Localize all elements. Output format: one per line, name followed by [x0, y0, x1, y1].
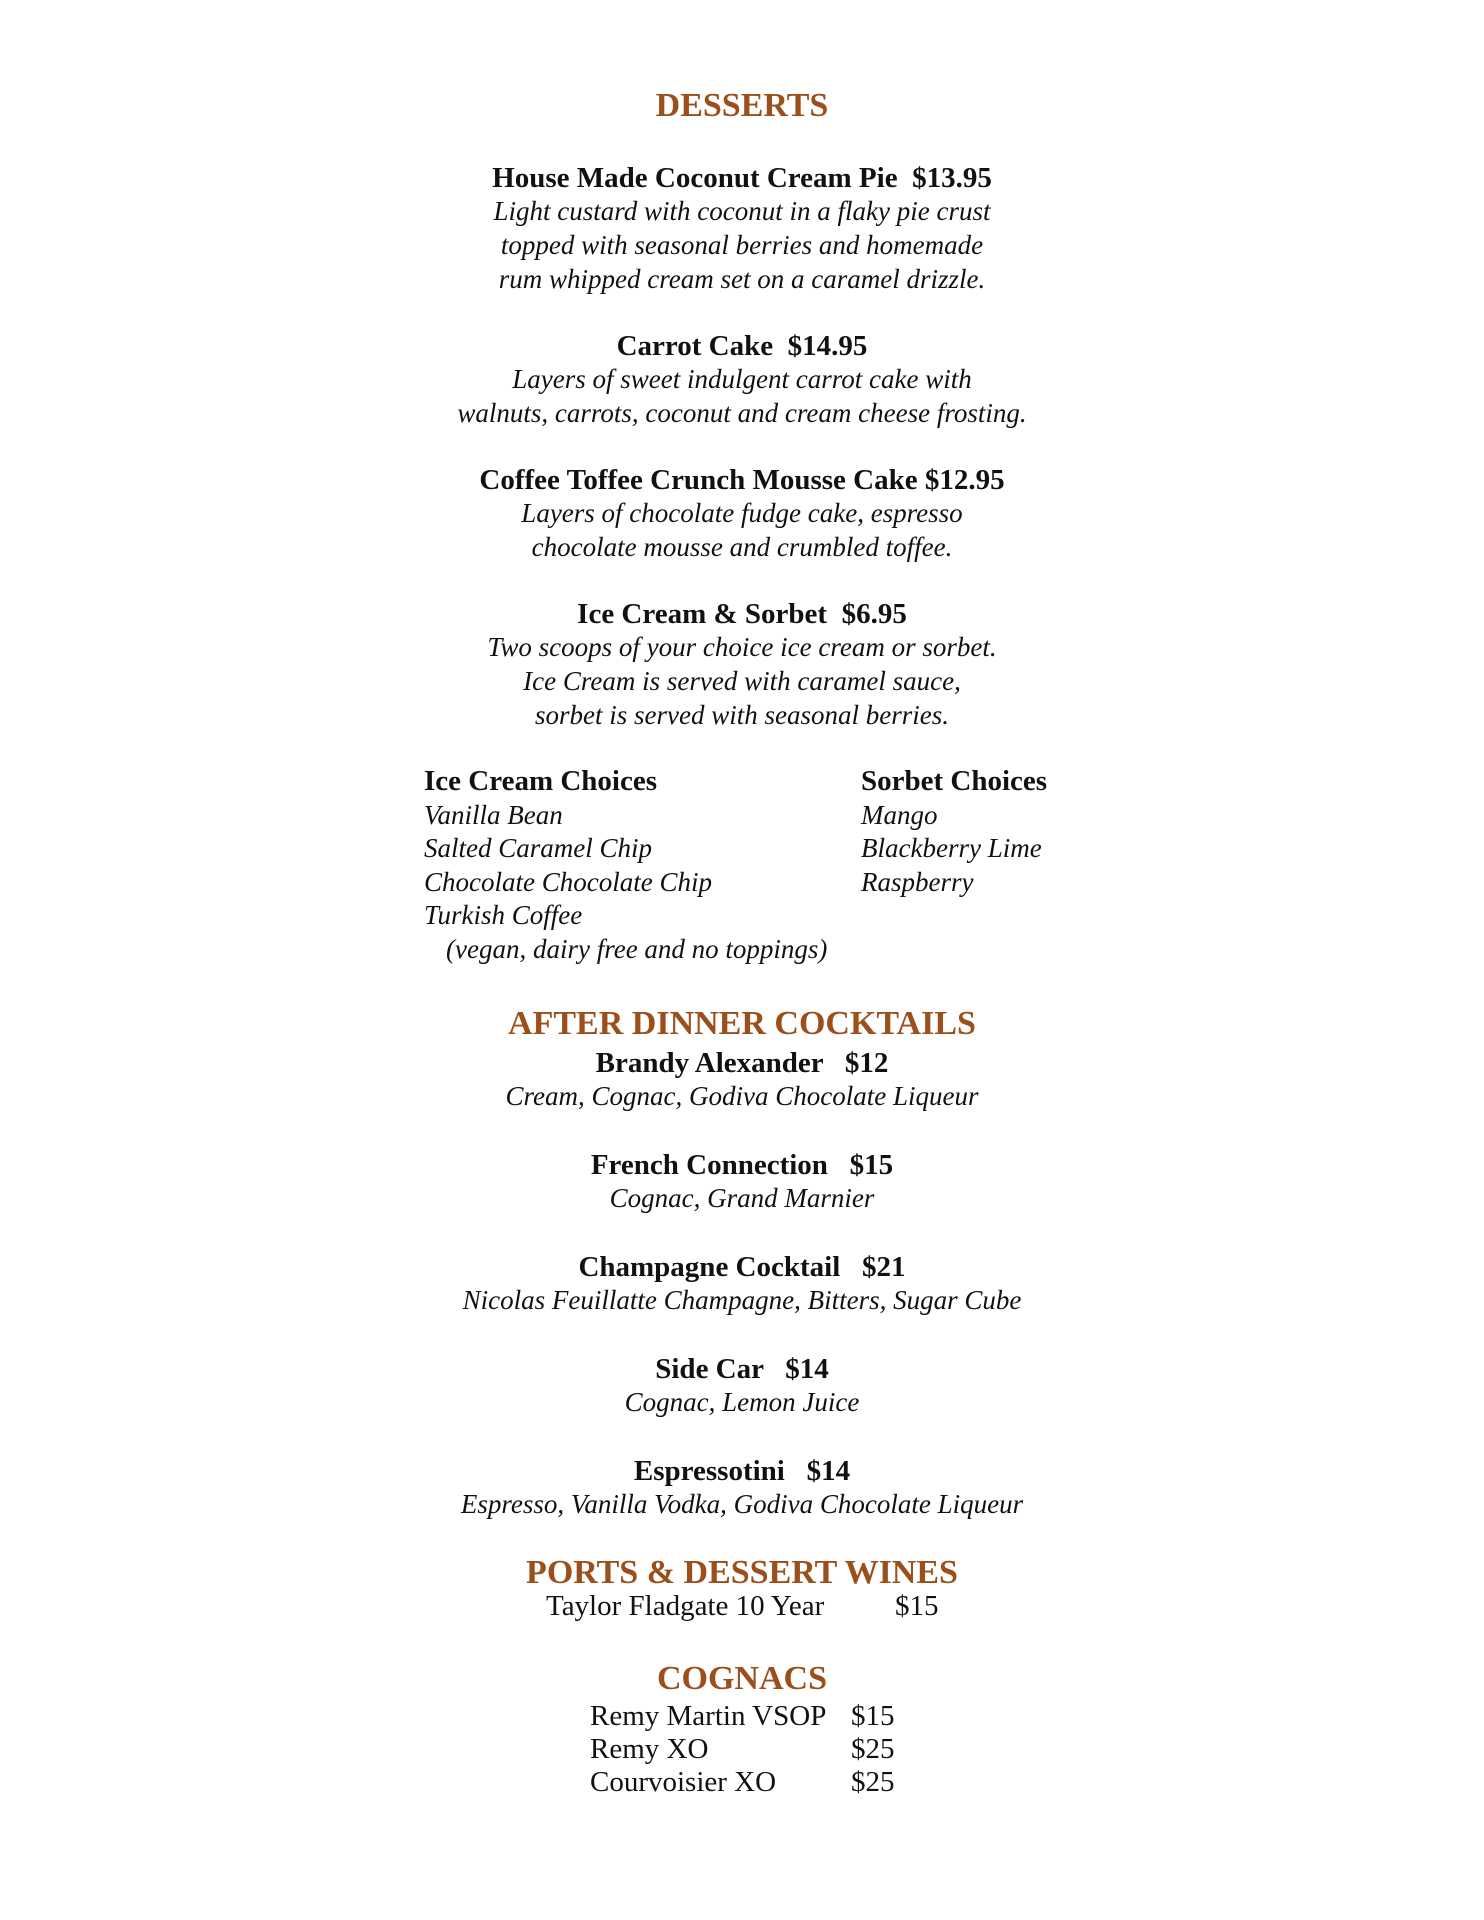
cocktails-heading: AFTER DINNER COCKTAILS [508, 1005, 976, 1042]
description-line: Ice Cream is served with caramel sauce, [523, 666, 961, 696]
ice-cream-option: Turkish Coffee [424, 900, 583, 930]
description-line: Cream, Cognac, Godiva Chocolate Liqueur [505, 1081, 979, 1111]
ice-cream-option: Salted Caramel Chip [424, 833, 652, 863]
description-line: Two scoops of your choice ice cream or sorbet. [487, 632, 997, 662]
menu-item-carrot-cake: Carrot Cake $14.95 [616, 330, 868, 362]
description-line: topped with seasonal berries and homemade [500, 230, 984, 260]
sorbet-choices [861, 765, 1047, 899]
item-description [0, 1487, 1484, 1521]
description-line: walnuts, carrots, coconut and cream cheese frosting. [457, 398, 1027, 428]
item-description [0, 630, 1484, 732]
cognac-price: $25 [851, 1733, 895, 1765]
sorbet-option: Mango [861, 799, 938, 830]
ice-cream-option: Chocolate Chocolate Chip [424, 866, 712, 897]
port-item [546, 1590, 939, 1623]
item-description [0, 362, 1484, 430]
menu-item-coconut-cream-pie: House Made Coconut Cream Pie $13.95 [492, 162, 992, 194]
cognac-name: Remy Martin VSOP [590, 1700, 827, 1732]
desserts-heading: DESSERTS [655, 87, 829, 124]
item-description [0, 1079, 1484, 1113]
description-line: rum whipped cream set on a caramel drizzle. [498, 264, 986, 294]
description-line: Espresso, Vanilla Vodka, Godiva Chocolate Liqueur [460, 1489, 1024, 1519]
item-description [0, 194, 1484, 296]
ice-cream-choices-title: Ice Cream Choices [424, 765, 658, 797]
sorbet-option: Blackberry Lime [861, 833, 1042, 863]
item-description [0, 1181, 1484, 1215]
ports-heading: PORTS & DESSERT WINES [526, 1554, 958, 1591]
item-description [0, 1385, 1484, 1419]
description-line: chocolate mousse and crumbled toffee. [531, 532, 953, 562]
port-price: $15 [895, 1590, 939, 1622]
ice-cream-option: Vanilla Bean [424, 799, 563, 830]
description-line: Layers of chocolate fudge cake, espresso [521, 498, 963, 528]
menu-item-side-car: Side Car $14 [655, 1353, 829, 1385]
description-line: Layers of sweet indulgent carrot cake with [512, 364, 972, 394]
description-line: Cognac, Grand Marnier [609, 1183, 875, 1213]
port-name: Taylor Fladgate 10 Year [546, 1590, 825, 1622]
menu-item-brandy-alexander: Brandy Alexander $12 [595, 1047, 889, 1079]
menu-item-champagne-cocktail: Champagne Cocktail $21 [578, 1251, 906, 1283]
description-line: Cognac, Lemon Juice [624, 1387, 860, 1417]
sorbet-choices-title: Sorbet Choices [861, 765, 1048, 797]
description-line: sorbet is served with seasonal berries. [535, 700, 949, 730]
cognac-item [590, 1700, 895, 1733]
item-description [0, 496, 1484, 564]
ice-cream-note: (vegan, dairy free and no toppings) [446, 933, 828, 964]
item-description [0, 1283, 1484, 1317]
description-line: Nicolas Feuillatte Champagne, Bitters, Sugar Cube [462, 1285, 1022, 1315]
cognac-price: $25 [851, 1766, 895, 1798]
cognac-name: Remy XO [590, 1733, 709, 1765]
menu-item-espressotini: Espressotini $14 [633, 1455, 851, 1487]
cognac-item [590, 1733, 895, 1766]
sorbet-option: Raspberry [861, 866, 974, 897]
cognac-name: Courvoisier XO [590, 1766, 777, 1798]
menu-item-coffee-toffee-cake: Coffee Toffee Crunch Mousse Cake $12.95 [479, 464, 1005, 496]
cognac-price: $15 [851, 1700, 895, 1732]
cognacs-heading: COGNACS [656, 1660, 828, 1697]
cognac-item [590, 1766, 895, 1799]
menu-item-french-connection: French Connection $15 [590, 1149, 894, 1181]
description-line: Light custard with coconut in a flaky pie crust [493, 196, 991, 226]
ice-cream-choices [424, 765, 827, 966]
menu-item-ice-cream-sorbet: Ice Cream & Sorbet $6.95 [577, 598, 907, 630]
